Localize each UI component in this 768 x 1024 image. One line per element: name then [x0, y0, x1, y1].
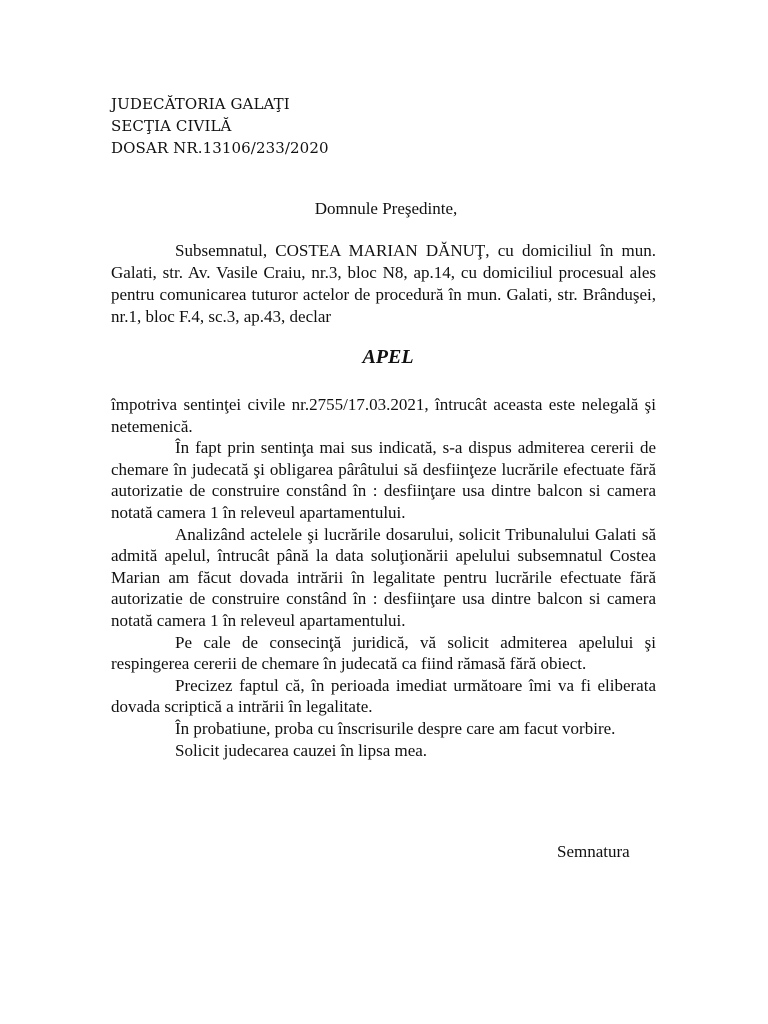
salutation: Domnule Preşedinte,: [314, 199, 458, 218]
intro-paragraph: Subsemnatul, COSTEA MARIAN DĂNUŢ, cu domiciliul în mun. Galati, str. Av. Vasile Craiu, nr.3, bloc N8, ap.14, cu domiciliul procesual ales pentru comunicarea tuturor actelor de procedură în mun. Galati, str. Brânduşei, nr.1, bloc F.4, sc.3, ap.43, declar: [111, 241, 656, 326]
body-paragraph: Analizând actelele şi lucrările dosarului, solicit Tribunalului Galati să admită apelul, întrucât până la data soluţionării apelului subsemnatul Costea Marian am făcut dovada intrării în legalitate pentru lucrările efectuate fără autorizatie de construire constând în : desfiinţare usa dintre balcon si camera notată camera 1 în releveul apartamentului.: [111, 524, 656, 630]
file-number: DOSAR NR.13106/233/2020: [111, 139, 329, 157]
body-paragraph: În fapt prin sentinţa mai sus indicată, s-a dispus admiterea cererii de chemare în judecată şi obligarea pârâtului să desfiinţeze lucrările efectuate fără autorizatie de construire constând în : desfiinţare usa dintre balcon si camera notată camera 1 în releveul apartamentului.: [111, 438, 656, 522]
body-paragraph: Solicit judecarea cauzei în lipsa mea.: [175, 740, 428, 760]
document-body: [111, 394, 656, 761]
body-paragraph: împotriva sentinţei civile nr.2755/17.03.2021, întrucât aceasta este nelegală şi netemenică.: [111, 395, 656, 436]
court-section: SECŢIA CIVILĂ: [111, 117, 232, 135]
body-paragraph: Precizez faptul că, în perioada imediat următoare îmi va fi eliberata dovada scriptică a intrării în legalitate.: [111, 675, 656, 717]
body-paragraph: În probatiune, proba cu înscrisurile despre care am facut vorbire.: [175, 718, 616, 738]
court-name: JUDECĂTORIA GALAŢI: [111, 95, 290, 113]
document-title: APEL: [362, 346, 414, 368]
body-paragraph: Pe cale de consecinţă juridică, vă solicit admiterea apelului şi respingerea cererii de chemare în judecată ca fiind rămasă fără obiect.: [111, 632, 656, 674]
document-header: [111, 93, 329, 159]
signature-label: Semnatura: [557, 842, 630, 861]
